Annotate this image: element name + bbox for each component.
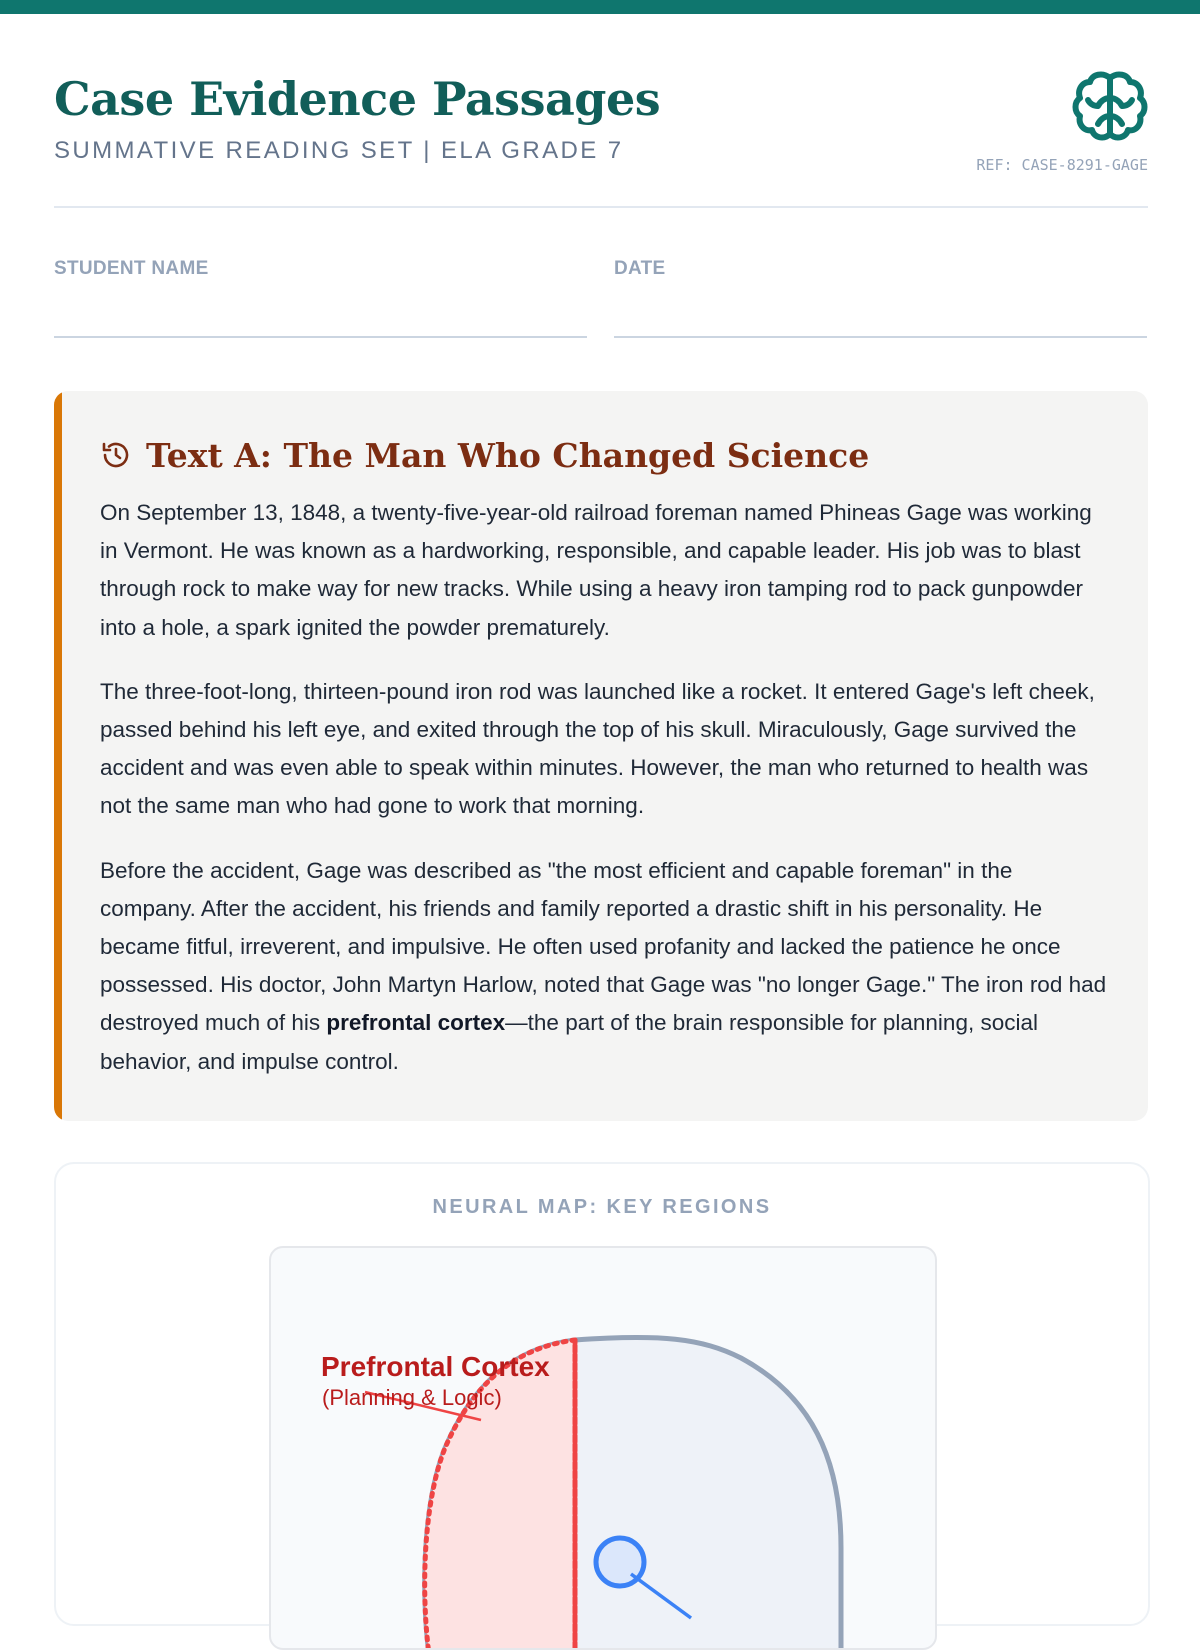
top-accent-bar	[0, 0, 1200, 14]
page-header	[54, 66, 1148, 208]
brain-icon	[1072, 68, 1148, 144]
page-title: Case Evidence Passages	[54, 72, 661, 126]
passage-card	[54, 391, 1148, 1121]
neural-map-frame	[269, 1246, 937, 1650]
passage-title: Text A: The Man Who Changed Science	[146, 435, 870, 475]
key-term-prefrontal-cortex: prefrontal cortex	[326, 1010, 506, 1036]
passage-paragraph-3	[100, 852, 1110, 1081]
history-icon	[100, 439, 132, 471]
passage-heading	[100, 433, 869, 477]
region-label: Prefrontal Cortex	[321, 1351, 550, 1382]
passage-paragraph-2: The three-foot-long, thirteen-pound iron rod was launched like a rocket. It entered Gage's left cheek, passed behind his left eye, and exited through the top of his skull. Miraculously, Gage survived the accident and was even able to speak within minutes. However, the man who returned to health was not the same man who had gone to work that morning.	[100, 678, 1095, 819]
date-field[interactable]	[614, 258, 1147, 338]
region-sublabel: (Planning & Logic)	[322, 1385, 502, 1410]
paragraph-3-text-after: —the part of the brain responsible for planning, social behavior, and impulse control.	[100, 1010, 1038, 1074]
student-name-label: STUDENT NAME	[54, 258, 209, 279]
passage-body	[100, 494, 1110, 1107]
brain-diagram	[271, 1248, 935, 1648]
reference-code: REF: CASE-8291-GAGE	[976, 156, 1148, 174]
passage-paragraph-1: On September 13, 1848, a twenty-five-year-old railroad foreman named Phineas Gage was working in Vermont. He was known as a hardworking, responsible, and capable leader. His job was to blast through rock to make way for new tracks. While using a heavy iron tamping rod to pack gunpowder into a hole, a spark ignited the powder prematurely.	[100, 500, 1092, 640]
neural-map-title: NEURAL MAP: KEY REGIONS	[432, 1196, 772, 1218]
page-subtitle: SUMMATIVE READING SET | ELA GRADE 7	[54, 137, 624, 164]
passage-accent-border	[54, 391, 62, 1121]
paragraph-3-text-before: Before the accident, Gage was described as "the most efficient and capable foreman" in the company. After the accident, his friends and family reported a drastic shift in his personality. He became fitful, irreverent, and impulsive. He often used profanity and lacked the patience he once possessed. His doctor, John Martyn Harlow, noted that Gage was "no longer Gage." The iron rod had destroyed much of his	[100, 857, 1107, 1036]
student-name-field[interactable]	[54, 258, 587, 338]
date-label: DATE	[614, 258, 666, 279]
neural-map-card	[54, 1162, 1150, 1626]
